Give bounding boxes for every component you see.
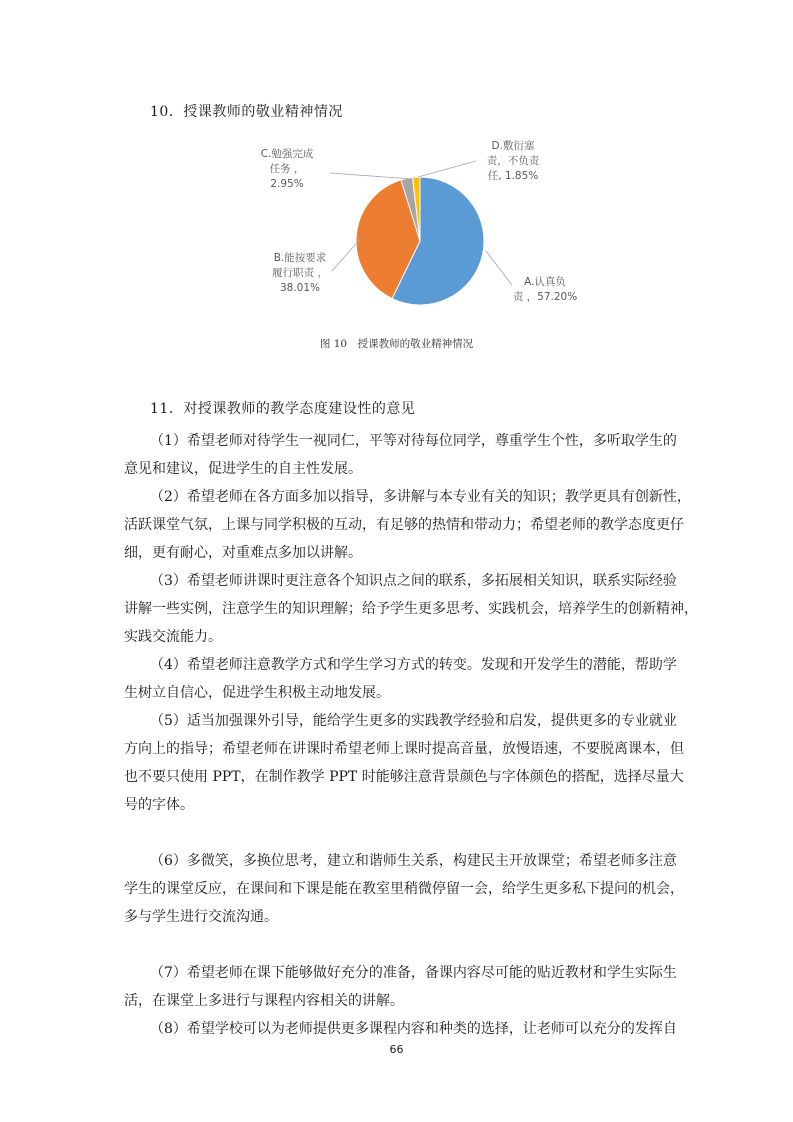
- pie-label-a: [510, 275, 580, 305]
- leader-line-c: [330, 173, 412, 179]
- leader-line-a: [486, 251, 512, 285]
- paragraph-line: 活跃课堂气氛，上课与同学积极的互动，有足够的热情和带动力；希望老师的教学态度更仔: [124, 517, 684, 533]
- paragraph-line: 细，更有耐心，对重难点多加以讲解。: [124, 545, 362, 561]
- paragraph-line: （7）希望老师在课下能够做好充分的准备，备课内容尽可能的贴近教材和学生实际生: [150, 965, 677, 981]
- pie-label-line: 责 ，57.20%: [512, 291, 578, 303]
- page-number: 66: [389, 1043, 404, 1056]
- pie-label-line: 任, 1.85%: [487, 170, 539, 182]
- pie-label-line: 2.95%: [270, 178, 304, 190]
- paragraph: [124, 651, 677, 707]
- paragraph-line: 号的字体。: [124, 797, 194, 813]
- pie-label-line: A.认真负: [524, 276, 566, 288]
- leader-line-d: [418, 161, 476, 177]
- pie-label-line: B.能按要求: [273, 252, 327, 264]
- paragraph-line: （6）多微笑，多换位思考，建立和谐师生关系，构建民主开放课堂；希望老师多注意: [150, 853, 677, 869]
- paragraph-line: （5）适当加强课外引导，能给学生更多的实践教学经验和启发，提供更多的专业就业: [150, 713, 677, 729]
- paragraph: [124, 959, 677, 1015]
- pie-label-line: 责，不负责: [486, 155, 540, 167]
- paragraph: [124, 427, 677, 483]
- section-10-heading: 10．授课教师的敬业精神情况: [150, 104, 343, 120]
- pie-chart: [240, 135, 580, 325]
- paragraph: [124, 707, 684, 819]
- paragraph-line: （1）希望老师对待学生一视同仁，平等对待每位同学，尊重学生个性，多听取学生的: [150, 433, 677, 449]
- paragraph-line: 方向上的指导；希望老师在讲课时希望老师上课时提高音量，放慢语速，不要脱离课本，但: [124, 741, 684, 757]
- figure-caption: 图 10 授课教师的敬业精神情况: [319, 338, 474, 350]
- pie-label-b: [260, 251, 340, 296]
- pie-label-d: [478, 139, 548, 184]
- paragraph-line: 多与学生进行交流沟通。: [124, 909, 278, 925]
- paragraph-line: （3）希望老师讲课时更注意各个知识点之间的联系，多拓展相关知识，联系实际经验: [150, 573, 677, 589]
- paragraph-line: 活，在课堂上多进行与课程内容相关的讲解。: [124, 993, 404, 1009]
- section-11-heading: 11．对授课教师的教学态度建设性的意见: [150, 401, 416, 417]
- paragraph-line: 意见和建议，促进学生的自主性发展。: [124, 461, 362, 477]
- paragraph-line: 也不要只使用 PPT，在制作教学 PPT 时能够注意背景颜色与字体颜色的搭配，选择尽量大: [124, 769, 684, 785]
- pie-label-line: D.敷衍塞: [491, 140, 535, 152]
- paragraph-line: （2）希望老师在各方面多加以指导，多讲解与本专业有关的知识；教学更具有创新性，: [150, 489, 691, 505]
- paragraph-line: 生树立自信心，促进学生积极主动地发展。: [124, 685, 390, 701]
- pie-label-line: 38.01%: [279, 282, 321, 294]
- paragraph-line: 学生的课堂反应，在课间和下课是能在教室里稍微停留一会，给学生更多私下提问的机会，: [124, 881, 684, 897]
- paragraph-line: 讲解一些实例，注意学生的知识理解；给予学生更多思考、实践机会，培养学生的创新精神，: [124, 601, 698, 617]
- paragraph: [124, 1015, 677, 1043]
- pie-label-c: [246, 147, 328, 192]
- paragraph-line: （4）希望老师注意教学方式和学生学习方式的转变。发现和开发学生的潜能，帮助学: [150, 657, 677, 673]
- paragraph: [124, 847, 684, 931]
- paragraph: [124, 567, 698, 651]
- paragraph-line: 实践交流能力。: [124, 629, 222, 645]
- pie-label-line: 履行职责 ，: [272, 267, 328, 279]
- paragraph: [124, 483, 691, 567]
- paragraph-line: （8）希望学校可以为老师提供更多课程内容和种类的选择，让老师可以充分的发挥自: [150, 1021, 677, 1037]
- pie-label-line: C.勉强完成: [260, 148, 314, 160]
- pie-label-line: 任务 ，: [269, 163, 305, 175]
